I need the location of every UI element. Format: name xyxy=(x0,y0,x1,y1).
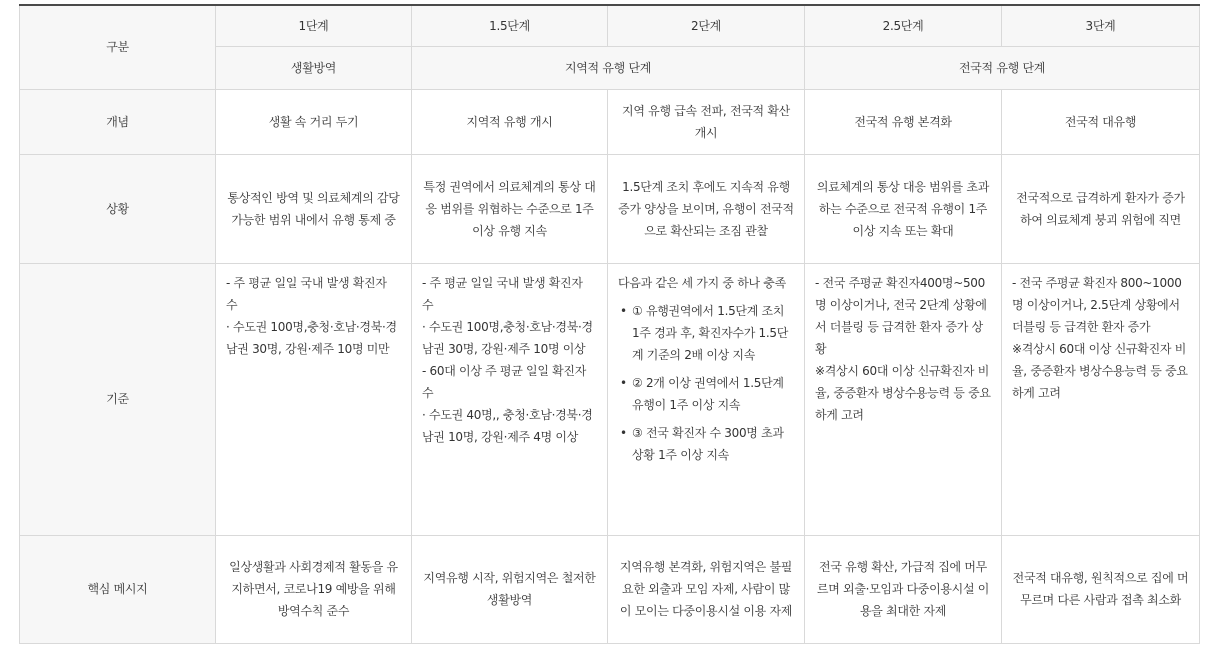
criteria-cell-stage-2 xyxy=(608,263,805,535)
situation-cell: 통상적인 방역 및 의료체계의 감당 가능한 범위 내에서 유행 통제 중 xyxy=(216,154,412,263)
message-cell: 지역유행 본격화, 위험지역은 불필요한 외출과 모임 자제, 사람이 많이 모이는 다중이용시설 이용 자제 xyxy=(608,535,805,643)
concept-cell: 지역적 유행 개시 xyxy=(412,89,608,154)
header-group-national: 전국적 유행 단계 xyxy=(805,46,1200,89)
criteria-line: - 전국 주평균 확진자400명~500명 이상이거나, 전국 2단계 상황에서 더블링 등 급격한 환자 증가 상황 xyxy=(815,275,987,356)
situation-cell: 전국적으로 급격하게 환자가 증가하여 의료체계 붕괴 위험에 직면 xyxy=(1002,154,1200,263)
criteria-line: · 수도권 100명,충청·호남·경북·경남권 30명, 강원·제주 10명 미만 xyxy=(226,319,397,356)
header-group-daily-prevention: 생활방역 xyxy=(216,46,412,89)
concept-cell: 생활 속 거리 두기 xyxy=(216,89,412,154)
criteria-line: ※격상시 60대 이상 신규확진자 비율, 중증환자 병상수용능력 등 중요하게 고려 xyxy=(1012,341,1188,400)
row-label-message: 핵심 메시지 xyxy=(20,535,216,643)
criteria-line: - 주 평균 일일 국내 발생 확진자 수 xyxy=(226,275,387,312)
row-label-concept: 개념 xyxy=(20,89,216,154)
concept-cell: 지역 유행 급속 전파, 전국적 확산 개시 xyxy=(608,89,805,154)
concept-cell: 전국적 대유행 xyxy=(1002,89,1200,154)
message-cell: 전국적 대유행, 원칙적으로 집에 머무르며 다른 사람과 접촉 최소화 xyxy=(1002,535,1200,643)
criteria-line: - 주 평균 일일 국내 발생 확진자 수 xyxy=(422,275,583,312)
criteria-line: - 전국 주평균 확진자 800~1000명 이상이거나, 2.5단계 상황에서 더블링 등 급격한 환자 증가 xyxy=(1012,275,1182,334)
concept-cell: 전국적 유행 본격화 xyxy=(805,89,1002,154)
table-row xyxy=(20,535,1200,643)
situation-cell: 의료체계의 통상 대응 범위를 초과하는 수준으로 전국적 유행이 1주 이상 지속 또는 확대 xyxy=(805,154,1002,263)
list-item: • ② 2개 이상 권역에서 1.5단계 유행이 1주 이상 지속 xyxy=(632,372,794,416)
header-category: 구분 xyxy=(20,5,216,89)
header-group-regional: 지역적 유행 단계 xyxy=(412,46,805,89)
header-stage-2: 2단계 xyxy=(608,5,805,46)
list-item: • ③ 전국 확진자 수 300명 초과 상황 1주 이상 지속 xyxy=(632,422,794,466)
header-stage-1: 1단계 xyxy=(216,5,412,46)
row-label-situation: 상황 xyxy=(20,154,216,263)
table-row xyxy=(20,154,1200,263)
criteria-cell-stage-3 xyxy=(1002,263,1200,535)
message-cell: 전국 유행 확산, 가급적 집에 머무르며 외출·모임과 다중이용시설 이용을 최대한 자제 xyxy=(805,535,1002,643)
header-stage-3: 3단계 xyxy=(1002,5,1200,46)
criteria-line: - 60대 이상 주 평균 일일 확진자 수 xyxy=(422,363,586,400)
header-stage-2-5: 2.5단계 xyxy=(805,5,1002,46)
table-row xyxy=(20,89,1200,154)
criteria-cell-stage-1 xyxy=(216,263,412,535)
message-cell: 지역유행 시작, 위험지역은 철저한 생활방역 xyxy=(412,535,608,643)
message-cell: 일상생활과 사회경제적 활동을 유지하면서, 코로나19 예방을 위해 방역수칙 준수 xyxy=(216,535,412,643)
criteria-intro: 다음과 같은 세 가지 중 하나 충족 xyxy=(618,275,786,290)
situation-cell: 특정 권역에서 의료체계의 통상 대응 범위를 위협하는 수준으로 1주 이상 유행 지속 xyxy=(412,154,608,263)
distancing-stage-table xyxy=(19,4,1200,644)
criteria-cell-stage-2-5 xyxy=(805,263,1002,535)
list-item: • ① 유행권역에서 1.5단계 조치 1주 경과 후, 확진자수가 1.5단계 기준의 2배 이상 지속 xyxy=(632,300,794,366)
header-stage-1-5: 1.5단계 xyxy=(412,5,608,46)
situation-cell: 1.5단계 조치 후에도 지속적 유행 증가 양상을 보이며, 유행이 전국적으로 확산되는 조짐 관찰 xyxy=(608,154,805,263)
criteria-list xyxy=(618,300,794,466)
criteria-line: ※격상시 60대 이상 신규확진자 비율, 중증환자 병상수용능력 등 중요하게 고려 xyxy=(815,363,991,422)
row-label-criteria: 기준 xyxy=(20,263,216,535)
criteria-line: · 수도권 40명,, 충청·호남·경북·경남권 10명, 강원·제주 4명 이상 xyxy=(422,407,593,444)
criteria-line: · 수도권 100명,충청·호남·경북·경남권 30명, 강원·제주 10명 이상 xyxy=(422,319,593,356)
table-row xyxy=(20,263,1200,535)
criteria-cell-stage-1-5 xyxy=(412,263,608,535)
